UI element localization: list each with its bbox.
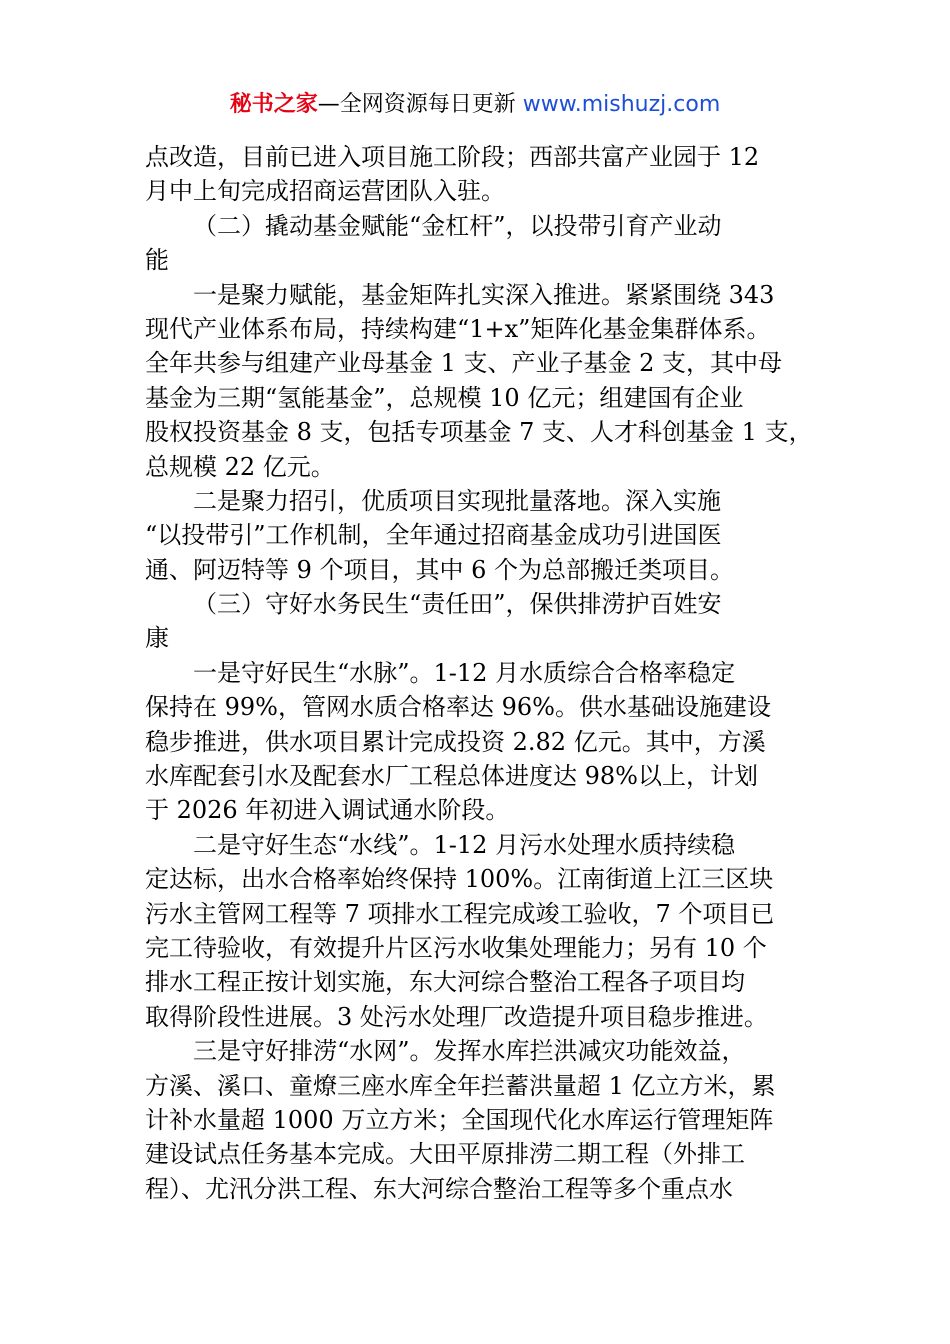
text-line: 方溪、溪口、童燎三座水库全年拦蓄洪量超 1 亿立方米，累 — [145, 1071, 776, 1100]
text-line: 月中上旬完成招商运营团队入驻。 — [145, 177, 505, 206]
text-line: 二是守好生态“水线”。1-12 月污水处理水质持续稳 — [193, 830, 736, 859]
text-line: “以投带引”工作机制，全年通过招商基金成功引进国医 — [145, 521, 722, 550]
text-line: 点改造，目前已进入项目施工阶段；西部共富产业园于 12 — [145, 143, 760, 171]
text-line: 于 2026 年初进入调试通水阶段。 — [145, 796, 510, 825]
text-line: 总规模 22 亿元。 — [145, 452, 335, 481]
section-heading-2: （二）撬动基金赋能“金杠杆”，以投带引育产业动 — [193, 211, 722, 240]
text-line: 定达标，出水合格率始终保持 100%。江南街道上江三区块 — [145, 865, 774, 894]
text-line: 保持在 99%，管网水质合格率达 96%。供水基础设施建设 — [145, 693, 771, 722]
text-line: 一是聚力赋能，基金矩阵扎实深入推进。紧紧围绕 343 — [193, 280, 775, 309]
section-heading-3: （三）守好水务民生“责任田”，保供排涝护百姓安 — [193, 590, 722, 619]
header-site-link[interactable]: www.mishuzj.com — [522, 92, 721, 117]
text-line: 通、阿迈特等 9 个项目，其中 6 个为总部搬迁类项目。 — [145, 555, 735, 584]
text-line: 基金为三期“氢能基金”，总规模 10 亿元；组建国有企业 — [145, 383, 744, 412]
text-line: 污水主管网工程等 7 项排水工程完成竣工验收，7 个项目已 — [145, 899, 775, 928]
document-body — [145, 140, 813, 1206]
text-line: 稳步推进，供水项目累计完成投资 2.82 亿元。其中，方溪 — [145, 727, 766, 756]
header-tagline: —全网资源每日更新 — [317, 92, 523, 117]
text-line: 二是聚力招引，优质项目实现批量落地。深入实施 — [193, 486, 721, 515]
text-line: 一是守好民生“水脉”。1-12 月水质综合合格率稳定 — [193, 658, 736, 687]
text-line: 全年共参与组建产业母基金 1 支、产业子基金 2 支，其中母 — [145, 349, 783, 378]
header-brand: 秘书之家 — [229, 92, 318, 117]
text-line: 水库配套引水及配套水厂工程总体进度达 98%以上，计划 — [145, 762, 758, 791]
page-header — [0, 88, 950, 122]
text-line: 完工待验收，有效提升片区污水收集处理能力；另有 10 个 — [145, 933, 767, 962]
text-line: 建设试点任务基本完成。大田平原排涝二期工程（外排工 — [145, 1140, 745, 1169]
text-line: 排水工程正按计划实施，东大河综合整治工程各子项目均 — [145, 968, 745, 997]
section-heading-3-cont: 康 — [145, 624, 169, 653]
text-line: 程）、尤汛分洪工程、东大河综合整治工程等多个重点水 — [145, 1174, 733, 1203]
text-line: 股权投资基金 8 支，包括专项基金 7 支、人才科创基金 1 支， — [145, 418, 813, 447]
text-line: 现代产业体系布局，持续构建“1+x”矩阵化基金集群体系。 — [145, 314, 771, 343]
text-line: 计补水量超 1000 万立方米；全国现代化水库运行管理矩阵 — [145, 1105, 774, 1134]
text-line: 取得阶段性进展。3 处污水处理厂改造提升项目稳步推进。 — [145, 1002, 768, 1031]
section-heading-2-cont: 能 — [145, 246, 169, 275]
text-line: 三是守好排涝“水网”。发挥水库拦洪减灾功能效益， — [193, 1037, 746, 1066]
